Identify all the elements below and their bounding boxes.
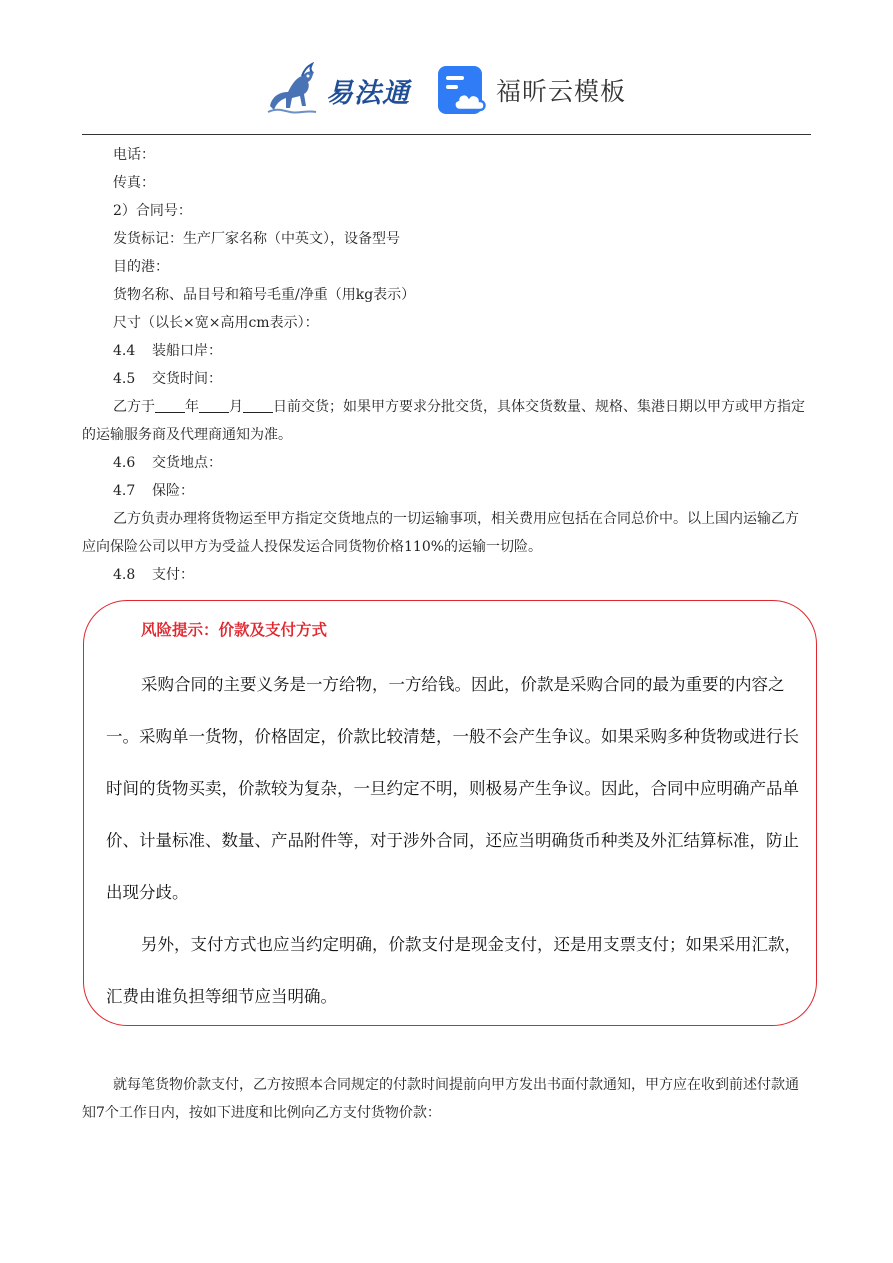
section-label: 装船口岸： (152, 343, 222, 359)
section-4-6 (82, 449, 811, 477)
shipping-mark-line: 发货标记：生产厂家名称（中英文），设备型号 (113, 231, 400, 247)
qilin-icon (262, 62, 324, 118)
section-label: 交货时间： (152, 371, 222, 387)
month-blank[interactable] (199, 398, 229, 413)
section-number: 4.6 (113, 455, 136, 471)
payment-paragraph: 就每笔货物价款支付，乙方按照本合同规定的付款时间提前向甲方发出书面付款通知，甲方应在收到前述付款通知7个工作日内，按如下进度和比例向乙方支付货物价款： (82, 1077, 799, 1121)
section-label: 保险： (152, 483, 194, 499)
cloud-document-icon (436, 64, 488, 116)
section-label: 支付： (152, 567, 194, 583)
section-number: 4.8 (113, 567, 136, 583)
section-number: 4.5 (113, 371, 136, 387)
section-4-4 (82, 337, 811, 365)
destination-line: 目的港： (113, 259, 169, 275)
section-label: 交货地点： (152, 455, 222, 471)
goods-line: 货物名称、品目号和箱号毛重/净重（用kg表示） (113, 287, 416, 303)
contract-body-top (82, 141, 811, 589)
risk-warning-box (83, 600, 817, 1026)
section-number: 4.4 (113, 343, 136, 359)
risk-paragraph-1: 采购合同的主要义务是一方给物，一方给钱。因此，价款是采购合同的最为重要的内容之一。采购单一货物，价格固定，价款比较清楚，一般不会产生争议。如果采购多种货物或进行长时间的货物买卖，价款较为复杂，一旦约定不明，则极易产生争议。因此，合同中应明确产品单价、计量标准、数量、产品附件等，对于涉外合同，还应当明确货币种类及外汇结算标准，防止出现分歧。 (106, 675, 799, 902)
page-header (0, 56, 893, 126)
section-4-8 (82, 561, 811, 589)
section-number: 4.7 (113, 483, 136, 499)
yifatong-logo-text: 易法通 (326, 77, 410, 109)
risk-warning-content (106, 659, 802, 1023)
fax-line: 传真： (113, 175, 155, 191)
year-blank[interactable] (155, 398, 185, 413)
risk-paragraph-2: 另外，支付方式也应当约定明确，价款支付是现金支付，还是用支票支付；如果采用汇款，汇费由谁负担等细节应当明确。 (106, 935, 801, 1006)
delivery-time-paragraph: 乙方于 年 月 日前交货；如果甲方要求分批交货，具体交货数量、规格、集港日期以甲方或甲方指定的运输服务商及代理商通知为准。 (82, 399, 805, 443)
payment-section (82, 1071, 811, 1127)
fuxin-logo-text: 福昕云模板 (496, 77, 627, 106)
yifatong-logo (262, 62, 410, 118)
section-4-7 (82, 477, 811, 505)
day-blank[interactable] (243, 398, 273, 413)
contract-no-line: 2）合同号： (113, 203, 192, 219)
phone-line: 电话： (113, 147, 155, 163)
section-4-5 (82, 365, 811, 393)
size-line: 尺寸（以长×宽×高用cm表示）： (113, 315, 319, 331)
insurance-paragraph: 乙方负责办理将货物运至甲方指定交货地点的一切运输事项，相关费用应包括在合同总价中。以上国内运输乙方应向保险公司以甲方为受益人投保发运合同货物价格110%的运输一切险。 (82, 511, 799, 555)
risk-warning-title: 风险提示：价款及支付方式 (141, 621, 328, 639)
fuxin-logo (436, 64, 626, 116)
header-divider (82, 134, 811, 135)
